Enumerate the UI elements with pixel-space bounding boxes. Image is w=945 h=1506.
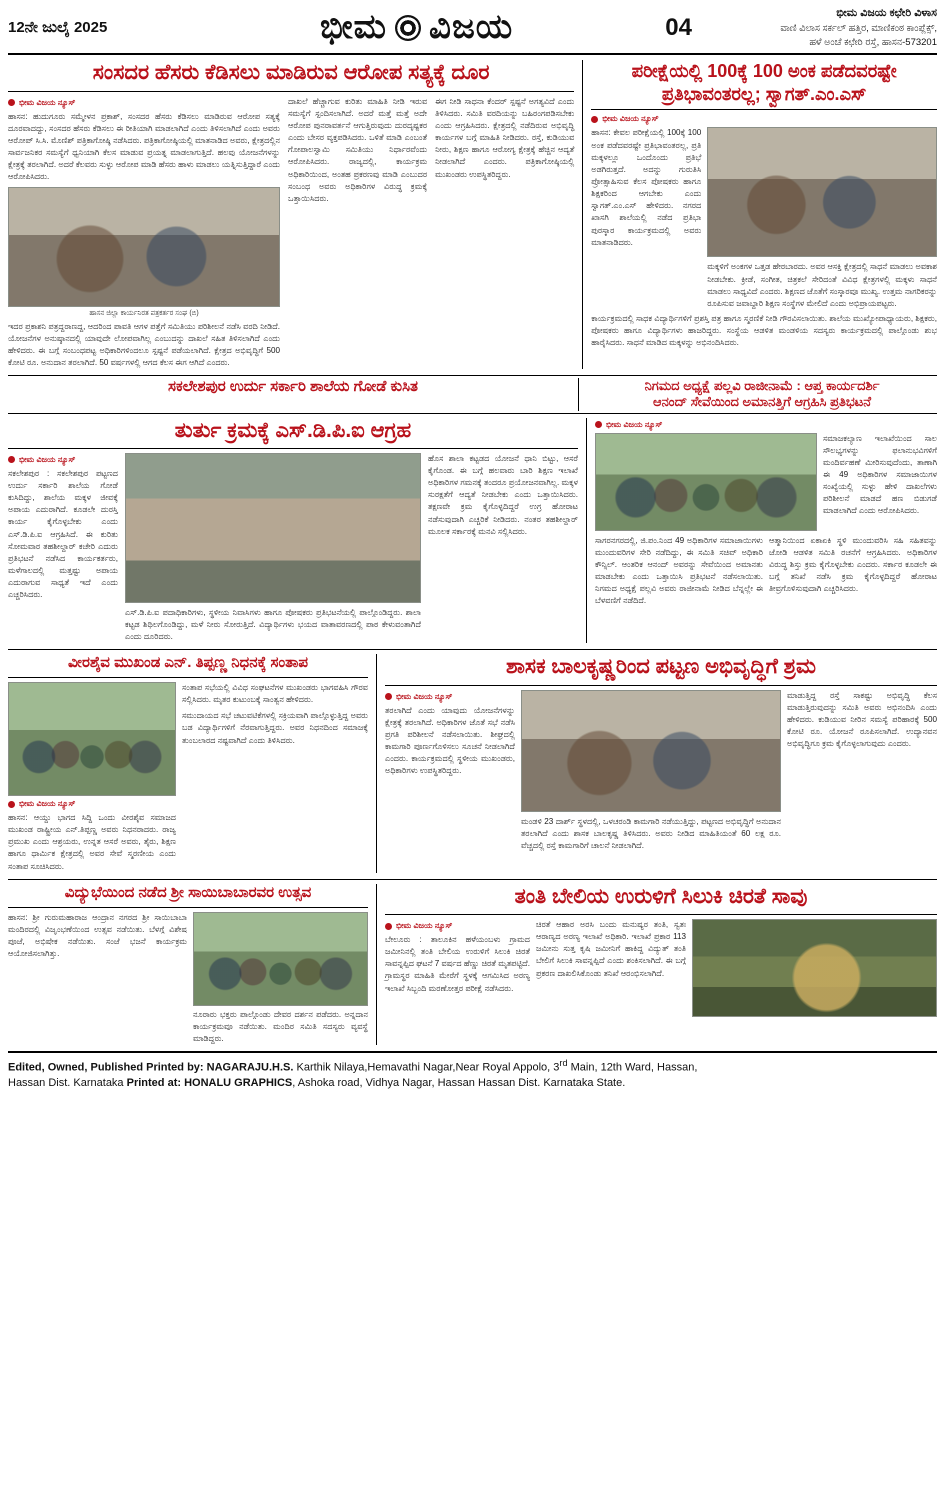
article-leopard-headline: ತಂತಿ ಬೇಲಿಯ ಉರುಳಿಗೆ ಸಿಲುಕಿ ಚಿರತೆ ಸಾವು: [514, 884, 808, 908]
byline: [8, 98, 280, 108]
article-school-wall-col1: ಸಕಲೇಶಪುರ : ಸಕಲೇಶಪುರ ಪಟ್ಟಣದ ಉರ್ದು ಸರ್ಕಾರಿ ಶಾಲೆಯ ಗೋಡೆ ಕುಸಿದಿದ್ದು, ಶಾಲೆಯ ಮಕ್ಕಳ ಜೀವಕ್ಕೆ ಅಪಾಯ ಎದುರಾಗಿದೆ. ಕೂಡಲೇ ದುರಸ್ತಿ ಕಾರ್ಯ ಕೈಗೊಳ್ಳಬೇಕು ಎಂದು ಎಸ್.ಡಿ.ಪಿ.ಐ ಆಗ್ರಹಿಸಿದೆ. ಈ ಕುರಿತು ಸೋಮವಾರ ತಹಶೀಲ್ದಾರ್ ಕಚೇರಿ ಎದುರು ಪ್ರತಿಭಟನೆ ನಡೆಸಿದ ಕಾರ್ಯಕರ್ತರು, ಮಳೆಗಾಲದಲ್ಲಿ ಮತ್ತಷ್ಟು ಅಪಾಯ ಎದುರಾಗುವ ಸಾಧ್ಯತೆ ಇದೆ ಎಂದು ಎಚ್ಚರಿಸಿದರು.: [8, 468, 118, 600]
footer-address-1: Karthik Nilaya,Hemavathi Nagar,Near Royal Appolo, 3: [293, 1061, 560, 1074]
office-address: [702, 6, 937, 49]
article-condolence-col1: ಹಾಸನ: ಆಯ್ದು ಭಾಗದ ಸಿದ್ದಿ ಒಂದು ವೀರಶೈವ ಸಮಾಜದ ಮುಖಂಡ ರಾಷ್ಟ್ರೀಯ ಎನ್.ತಿಪ್ಪಣ್ಣ ಅವರು ನಿಧನರಾದರು. ರಾಜ್ಯ ಪ್ರಮುಖ ಎಂದು ಆಶ್ರಯರು, ಉನ್ನತ ಆಸರೆ ಅವರು, ತೈರು, ಶಿಕ್ಷಣ ಹಾಗೂ ಧಾರ್ಮಿಕ ಕ್ಷೇತ್ರದಲ್ಲಿ ಅವರ ಸೇವೆ ಸ್ಮರಣೀಯ ಎಂದು ಸಂತಾಪ ಸೂಚಿಸಿದರು.: [8, 813, 176, 871]
byline-text: ಭೀಮ ವಿಜಯ ನ್ಯೂಸ್: [396, 691, 453, 701]
article-leopard-col2: ಚಿರತೆ ಆಹಾರ ಅರಸಿ ಬಂದು ಮನುಷ್ಯರ ತಂತಿ, ಸ್ವತಃ ಆರಾಣ್ಯದ ಅರಣ್ಯ ಇಲಾಖೆ ಅಧಿಕಾರಿ. ಇಲಾಖೆ ಪ್ರಕಾರ 113 ಜಮೀನು ಸುತ್ತ ಕೃಷಿ ಜಮೀನಿಗೆ ಹಾಕಿದ್ದ ವಿದ್ಯುತ್ ತಂತಿ ಬೇಲಿಗೆ ಸಿಲುಕಿ ಸಾವನ್ನಪ್ಪಿದೆ ಎಂದು ಶಂಕಿಸಲಾಗಿದೆ. ಈ ಬಗ್ಗೆ ಪ್ರಕರಣ ದಾಖಲಿಸಿಕೊಂಡು ತನಿಖೆ ಆರಂಭಿಸಲಾಗಿದೆ.: [536, 920, 686, 978]
article-school-wall-col2: ಹೊಸ ಶಾಲಾ ಕಟ್ಟಡದ ಯೋಜನೆ ಧಾನಿ ಬಿಟ್ಟು, ಆಸರೆ ಕೈಗೊಂಡ. ಈ ಬಗ್ಗೆ ಹಲವಾರು ಬಾರಿ ಶಿಕ್ಷಣ ಇಲಾಖೆ ಅಧಿಕಾರಿಗಳ ಗಮನಕ್ಕೆ ತಂದರೂ ಪ್ರಯೋಜನವಾಗಿಲ್ಲ. ಮಕ್ಕಳ ಸುರಕ್ಷತೆಗೆ ಆದ್ಯತೆ ನೀಡಬೇಕು ಎಂದು ಒತ್ತಾಯಿಸಿದರು. ತಕ್ಷಣವೇ ಕ್ರಮ ಕೈಗೊಳ್ಳದಿದ್ದರೆ ಉಗ್ರ ಹೋರಾಟ ನಡೆಸುವುದಾಗಿ ಎಚ್ಚರಿಕೆ ನೀಡಿದರು. ನಂತರ ತಹಶೀಲ್ದಾರ್ ಮೂಲಕ ಸರ್ಕಾರಕ್ಕೆ ಮನವಿ ಸಲ್ಲಿಸಿದರು.: [428, 453, 578, 536]
footer-publisher-name: NAGARAJU.H.S.: [206, 1061, 294, 1074]
office-address-line2: ವಾಣಿ ವಿಲಾಸ ಸರ್ಕಲ್ ಹತ್ತಿರ, ಮಾಣಿಕಂಠ ಕಾಂಪ್ಲೆಕ್ಸ್,: [780, 22, 937, 34]
school-wall-kicker: ಸಕಲೇಶಪುರ ಉರ್ದು ಸರ್ಕಾರಿ ಶಾಲೆಯ ಗೋಡೆ ಕುಸಿತ: [168, 378, 418, 396]
article-school-wall-headline: ತುರ್ತು ಕ್ರಮಕ್ಕೆ ಎಸ್.ಡಿ.ಪಿ.ಐ ಆಗ್ರಹ: [174, 418, 412, 442]
footer-ordinal: rd: [559, 1057, 568, 1068]
dead-leopard-photo: [692, 919, 937, 1017]
press-meet-photo: [8, 187, 280, 307]
article-sai-headline: ವಿದ್ಯುಭೆಯಿಂದ ನಡೆದ ಶ್ರೀ ಸಾಯಿಬಾಬಾರವರ ಉತ್ಸವ: [64, 883, 312, 901]
top-section: [8, 60, 937, 369]
byline: [8, 799, 176, 809]
resign-kicker-2: ಆನಂದ್ ಸೇವೆಯಿಂದ ಅಮಾನತ್ತಿಗೆ ಆಗ್ರಹಿಸಿ ಪ್ರತಿಭಟನೆ: [653, 394, 871, 410]
article-leopard-col1: ಬೇಲೂರು : ತಾಲೂಕಿನ ಹಳೆಯಂಬಳು ಗ್ರಾಮದ ಜಮೀನಿನಲ್ಲಿ ತಂತಿ ಬೇಲಿಯ ಉರುಳಿಗೆ ಸಿಲುಕಿ ಚಿರತೆ ಸಾವನ್ನಪ್ಪಿದ ಘಟನೆ 7 ವರ್ಷದ ಹೆಣ್ಣು ಚಿರತೆ ಮೃತಪಟ್ಟಿದೆ. ಗ್ರಾಮಸ್ಥರ ಮಾಹಿತಿ ಮೇರೆಗೆ ಸ್ಥಳಕ್ಕೆ ಆಗಮಿಸಿದ ಅರಣ್ಯ ಇಲಾಖೆ ಸಿಬ್ಬಂದಿ ಮರಣೋತ್ತರ ಪರೀಕ್ಷೆ ನಡೆಸಿದರು.: [385, 935, 530, 993]
protest-group-photo: [595, 433, 817, 531]
article-condolence: [8, 654, 368, 872]
byline: [595, 420, 937, 430]
byline-text: ಭೀಮ ವಿಜಯ ನ್ಯೂಸ್: [19, 799, 76, 809]
article-resign: [586, 418, 937, 644]
article-sai: [8, 884, 368, 1045]
byline: [385, 692, 515, 702]
footer-printer: Printed at: HONALU GRAPHICS: [126, 1076, 293, 1089]
article-mp-name-col4: ಈಗ ನೀಡಿ ಸಾಧನಾ ಕೆಂದರ್ ಸ್ಪಷ್ಟನೆ ಅಗತ್ಯವಿದೆ ಎಂದು ತಿಳಿಸಿದರು. ಸಮಿತಿ ವರದಿಯನ್ನು ಬಹಿರಂಗಪಡಿಸಬೇಕು ಎಂದು ಆಗ್ರಹಿಸಿದರು. ಕ್ಷೇತ್ರದಲ್ಲಿ ನಡೆದಿರುವ ಅಭಿವೃದ್ಧಿ ಕಾರ್ಯಗಳ ಬಗ್ಗೆ ಮಾಹಿತಿ ನೀಡಿದರು. ರಸ್ತೆ, ಕುಡಿಯುವ ನೀರು, ಶಿಕ್ಷಣ ಹಾಗೂ ಆರೋಗ್ಯ ಕ್ಷೇತ್ರಕ್ಕೆ ಹೆಚ್ಚಿನ ಆದ್ಯತೆ ನೀಡಲಾಗಿದೆ ಎಂದರು. ಪತ್ರಿಕಾಗೋಷ್ಠಿಯಲ್ಲಿ ಮುಖಂಡರು ಉಪಸ್ಥಿತರಿದ್ದರು.: [435, 96, 575, 179]
byline-text: ಭೀಮ ವಿಜಯ ನ್ಯೂಸ್: [19, 454, 76, 464]
byline: [385, 921, 530, 931]
article-school-wall-col3: ಎಸ್.ಡಿ.ಪಿ.ಐ ಪದಾಧಿಕಾರಿಗಳು, ಸ್ಥಳೀಯ ನಿವಾಸಿಗಳು ಹಾಗೂ ಪೋಷಕರು ಪ್ರತಿಭಟನೆಯಲ್ಲಿ ಪಾಲ್ಗೊಂಡಿದ್ದರು. ಶಾಲಾ ಕಟ್ಟಡ ಶಿಥಿಲಗೊಂಡಿದ್ದು, ಮಳೆ ನೀರು ಸೋರುತ್ತಿದೆ. ವಿದ್ಯಾರ್ಥಿಗಳು ಭಯದ ವಾತಾವರಣದಲ್ಲಿ ಪಾಠ ಕೇಳುವಂತಾಗಿದೆ ಎಂದು ದೂರಿದರು.: [125, 607, 421, 642]
article-mla-col2: ಮಾಡುತ್ತಿದ್ದ ರಸ್ತೆ ಸಾಕಷ್ಟು ಅಭಿವೃದ್ಧಿ ಕೆಲಸ ಮಾಡುತ್ತಿರುವುದನ್ನು ಸಮಿತಿ ಅವರು ಅಭಿನಂದಿಸಿ ಎಂದು ಹೇಳಿದರು. ಕುಡಿಯುವ ನೀರಿನ ಸಮಸ್ಯೆ ಪರಿಹಾರಕ್ಕೆ 500 ಕೋಟಿ ರೂ. ಯೋಜನೆ ರೂಪಿಸಲಾಗಿದೆ. ಉದ್ಯಾನವನ ಅಭಿವೃದ್ಧಿಗೂ ಕ್ರಮ ಕೈಗೊಳ್ಳಲಾಗುವುದು ಎಂದರು.: [787, 690, 937, 749]
title-right: ವಿಜಯ: [429, 8, 514, 47]
article-exam-col3: ಕಾರ್ಯಕ್ರಮದಲ್ಲಿ ಸಾಧಕ ವಿದ್ಯಾರ್ಥಿಗಳಿಗೆ ಪ್ರಶಸ್ತಿ ಪತ್ರ ಹಾಗೂ ಸ್ಮರಣಿಕೆ ನೀಡಿ ಗೌರವಿಸಲಾಯಿತು. ಶಾಲೆಯ ಮುಖ್ಯೋಪಾಧ್ಯಾಯರು, ಶಿಕ್ಷಕರು, ಪೋಷಕರು ಹಾಗೂ ವಿದ್ಯಾರ್ಥಿಗಳು ಹಾಜರಿದ್ದರು. ಸಂಸ್ಥೆಯ ಆಡಳಿತ ಮಂಡಳಿಯ ಸದಸ್ಯರು ಕಾರ್ಯಕ್ರಮದಲ್ಲಿ ಪಾಲ್ಗೊಂಡು ಶುಭ ಹಾರೈಸಿದರು. ಸಾಧನೆ ಮಾಡಿದ ಮಕ್ಕಳನ್ನು ಅಭಿನಂದಿಸಿದರು.: [591, 314, 937, 348]
bullet-icon: [8, 801, 15, 808]
collapsed-wall-photo: [125, 453, 421, 603]
footer-printer-address: , Ashoka road, Vidhya Nagar, Hassan Hassan Dist. Karnataka State.: [292, 1076, 626, 1089]
article-exam-col1: ಹಾಸನ: ಕೇವಲ ಪರೀಕ್ಷೆಯಲ್ಲಿ 100ಕ್ಕೆ 100 ಅಂಕ ಪಡೆದವರಷ್ಟೇ ಪ್ರತಿಭಾವಂತರಲ್ಲ, ಪ್ರತಿ ಮಕ್ಕಳಲ್ಲೂ ಒಂದೊಂದು ಪ್ರತಿಭೆ ಅಡಗಿರುತ್ತದೆ. ಅದನ್ನು ಗುರುತಿಸಿ ಪ್ರೋತ್ಸಾಹಿಸುವ ಕೆಲಸ ಪೋಷಕರು ಹಾಗೂ ಶಿಕ್ಷಕರಿಂದ ಆಗಬೇಕು ಎಂದು ಸ್ವಾಗತ್.ಎಂ.ಎಸ್ ಹೇಳಿದರು. ನಗರದ ಖಾಸಗಿ ಶಾಲೆಯಲ್ಲಿ ನಡೆದ ಪ್ರತಿಭಾ ಪುರಸ್ಕಾರ ಕಾರ್ಯಕ್ರಮದಲ್ಲಿ ಅವರು ಮಾತನಾಡಿದರು.: [591, 128, 702, 247]
article-exam-headline-1: ಪರೀಕ್ಷೆಯಲ್ಲಿ 100ಕ್ಕೆ 100 ಅಂಕ ಪಡೆದವರಷ್ಟೇ: [631, 61, 897, 82]
bullet-icon: [385, 693, 392, 700]
article-mla: [376, 654, 937, 872]
office-address-line3: ಹಳೆ ಅಂಚೆ ಕಛೇರಿ ರಸ್ತೆ, ಹಾಸನ-573201: [809, 36, 937, 48]
bullet-icon: [595, 421, 602, 428]
section-three: [8, 649, 937, 872]
article-condolence-headline: ವೀರಶೈವ ಮುಖಂಡ ಎನ್. ತಿಪ್ಪಣ್ಣ ನಿಧನಕ್ಕೆ ಸಂತಾಪ: [67, 654, 309, 672]
article-condolence-col3: ಸಂತಾಪ ಸಭೆಯಲ್ಲಿ ವಿವಿಧ ಸಂಘಟನೆಗಳ ಮುಖಂಡರು ಭಾಗವಹಿಸಿ ಗೌರವ ಸಲ್ಲಿಸಿದರು. ಮೃತರ ಕುಟುಂಬಕ್ಕೆ ಸಾಂತ್ವನ ಹೇಳಿದರು.: [182, 683, 368, 705]
byline: [591, 114, 937, 124]
article-mp-name: [8, 60, 574, 369]
byline-text: ಭೀಮ ವಿಜಯ ನ್ಯೂಸ್: [602, 114, 659, 124]
bullet-icon: [8, 456, 15, 463]
article-exam-col2: ಮಕ್ಕಳಿಗೆ ಅಂಕಗಳ ಒತ್ತಡ ಹೇರಬಾರದು. ಅವರ ಆಸಕ್ತಿ ಕ್ಷೇತ್ರದಲ್ಲಿ ಸಾಧನೆ ಮಾಡಲು ಅವಕಾಶ ನೀಡಬೇಕು. ಕ್ರೀಡೆ, ಸಂಗೀತ, ಚಿತ್ರಕಲೆ ಸೇರಿದಂತೆ ವಿವಿಧ ಕ್ಷೇತ್ರಗಳಲ್ಲಿ ಮಕ್ಕಳು ಸಾಧನೆ ಮಾಡಲು ಸಾಧ್ಯವಿದೆ ಎಂದರು. ಶಿಕ್ಷಣದ ಜೊತೆಗೆ ಸಂಸ್ಕಾರವೂ ಮುಖ್ಯ. ಉತ್ತಮ ನಾಗರಿಕರನ್ನು ರೂಪಿಸುವ ಜವಾಬ್ದಾರಿ ಶಿಕ್ಷಣ ಸಂಸ್ಥೆಗಳ ಮೇಲಿದೆ ಎಂದು ಅಭಿಪ್ರಾಯಪಟ್ಟರು.: [707, 262, 937, 308]
article-sai-col2: ನೂರಾರು ಭಕ್ತರು ಪಾಲ್ಗೊಂಡು ದೇವರ ದರ್ಶನ ಪಡೆದರು. ಅನ್ನದಾನ ಕಾರ್ಯಕ್ರಮವೂ ನಡೆಯಿತು. ಮಂದಿರ ಸಮಿತಿ ಸದಸ್ಯರು ವ್ಯವಸ್ಥೆ ಮಾಡಿದ್ದರು.: [193, 1009, 368, 1043]
article-exam-headline-2: ಪ್ರತಿಭಾವಂತರಲ್ಲ; ಸ್ವಾಗತ್.ಎಂ.ಎಸ್: [661, 83, 867, 104]
bullet-icon: [8, 99, 15, 106]
issue-date: 12ನೇ ಜುಲೈ 2025: [8, 19, 108, 37]
resign-kicker-1: ನಿಗಮದ ಅಧ್ಯಕ್ಷೆ ಪಲ್ಲವಿ ರಾಜೀನಾಮೆ : ಆಪ್ತ ಕಾರ್ಯದರ್ಶಿ: [644, 378, 880, 394]
press-meet-photo-caption: ಹಾಸನ ಜಿಲ್ಲಾ ಕಾರ್ಯನಿರತ ಪತ್ರಕರ್ತರ ಸಂಘ (ಬಿ): [89, 309, 199, 317]
article-leopard: [376, 884, 937, 1045]
mla-handover-photo: [521, 690, 781, 812]
byline-text: ಭೀಮ ವಿಜಯ ನ್ಯೂಸ್: [19, 97, 76, 107]
footer-district: Hassan Dist. Karnataka: [8, 1076, 127, 1089]
byline-text: ಭೀಮ ವಿಜಯ ನ್ಯೂಸ್: [606, 419, 663, 429]
article-resign-col1: ಸಾಗರನಗರದಲ್ಲಿ, ಜಿ.ಪಂ.ನಿಂದ 49 ಅಧಿಕಾರಿಗಳ ಸಮಾಜಾಯಿಗಳು ಮುಂದುವರಿಗಳ ಸೇರಿ ನಡೆದಿದ್ದು, ಈ ಸಮಿತಿ ಸಚಿವ್ ಅಧಿಕಾರಿ ಕೌನ್ಸಿಲ್. ಆಂತರಿಕ ಆನಂದ್ ಅವರನ್ನು ಸೇವೆಯಿಂದ ಅಮಾನತು ಮಾಡಬೇಕು ಎಂದು ಒತ್ತಾಯಿಸಿ ಪ್ರತಿಭಟನೆ ನಡೆಸಲಾಯಿತು. ನಿಗಮದ ಅಧ್ಯಕ್ಷೆ ಪಲ್ಲವಿ ಅವರು ರಾಜೀನಾಮೆ ನೀಡಿದ ಬೆನ್ನಲ್ಲೇ ಈ ಬೆಳವಣಿಗೆ ನಡೆದಿದೆ.: [595, 535, 763, 606]
footer-imprint: [8, 1051, 937, 1091]
article-mp-name-headline: ಸಂಸದರ ಹೆಸರು ಕೆಡಿಸಲು ಮಾಡಿರುವ ಆರೋಪ ಸತ್ಯಕ್ಕೆ ದೂರ: [92, 61, 490, 85]
bullet-icon: [591, 116, 598, 123]
footer-edited-by: Edited, Owned, Published Printed by:: [8, 1061, 207, 1074]
condolence-photo: [8, 682, 176, 796]
sai-festival-photo: [193, 912, 368, 1006]
article-resign-col3: ಸಮಾಜಕಲ್ಯಾಣ ಇಲಾಖೆಯಿಂದ ಸಾಲ ಸೌಲಭ್ಯಗಳನ್ನು ಫಲಾನುಭವಿಗಳಿಗೆ ಮಂದಿರ್ವಹಣೆ ಮೀರಿಸುವುದೆಂದು, ತಾಣಾಗಿ ಈ 49 ಅಧಿಕಾರಿಗಳ ಸಮಾಜಾಯಿಗಳ ಸಂಖ್ಯೆಯಲ್ಲಿ ಸುಳ್ಳು ಹೇಳಿ ದಾಖಲೆಗಳು ಪರಿಶೀಲನೆ ಮಾಡದೆ ಹಣ ಬಿಡುಗಡೆ ಮಾಡಲಾಗಿದೆ ಎಂದು ಆರೋಪಿಸಿದರು.: [823, 433, 937, 516]
article-resign-col2: ಆತ್ಮಾನಿಯಿಂದ ಏಕಾಏಕಿ ಸ್ಥಳಿ ಮುಂದುವರಿಸಿ ಸಹಿ ಸಹಿತವನ್ನು ಜೋಡಿ ಆಡಳಿತ ಸಮಿತಿ ರಚನೆಗೆ ಆಗ್ರಹಿಸಿದರು. ಅಧಿಕಾರಿಗಳ ವಿರುದ್ಧ ಶಿಸ್ತು ಕ್ರಮ ಕೈಗೊಳ್ಳಬೇಕು ಎಂದರು. ಸರ್ಕಾರ ಕೂಡಲೇ ಈ ಬಗ್ಗೆ ತನಿಖೆ ನಡೆಸಿ ಕ್ರಮ ಕೈಗೊಳ್ಳದಿದ್ದರೆ ಹೋರಾಟ ತೀವ್ರಗೊಳಿಸುವುದಾಗಿ ಎಚ್ಚರಿಸಿದರು.: [769, 535, 937, 594]
byline-text: ಭೀಮ ವಿಜಯ ನ್ಯೂಸ್: [396, 921, 453, 930]
newspaper-title: [178, 8, 655, 47]
title-left: ಭೀಮ: [320, 8, 388, 47]
article-school-wall: [8, 418, 578, 644]
article-mp-name-col3: ದಾಖಲೆ ಹೆಚ್ಚಾಗುವ ಕುರಿತು ಮಾಹಿತಿ ನೀಡಿ ಇರುವ ಸಮಸ್ಯೆಗೆ ಸ್ಪಂದಿಸಲಾಗಿದೆ. ಅದರೆ ಮತ್ತೆ ಮತ್ತೆ ಅದೇ ಆರೋಪ ಪುನರಾವರ್ತನೆ ಆಗುತ್ತಿರುವುದು ದುರದೃಷ್ಟಕರ ಎಂದು ಬೇಸರ ವ್ಯಕ್ತಪಡಿಸಿದರು. ಒಳಿತೆ ಮಾಡಿ ಎಂಬಂತೆ ಗೋಪಾಲಸ್ವಾಮಿ ಸಮಿತಿಯು ನಿರ್ಧಾರವೆಂದು ಆರೋಪಿಸಿದರು. ರಾಜ್ಯದಲ್ಲಿ, ಕಾರ್ಯಕ್ರಮ ಅಧಿಕಾರಿಯಿಂದ, ಅಂತಹ ಪ್ರಕರಣವು ಮಾಡಿ ಎಂಬುದರ ಸಂಬಂಧ ಅವರು ಅಧಿಕಾರಿಗಳ ವಿರುದ್ಧ ಕ್ರಮಕ್ಕೆ ಒತ್ತಾಯಿಸಿದರು.: [288, 96, 428, 203]
page-number: 04: [665, 13, 692, 41]
article-mp-name-col2: ಇದರ ಪ್ರಕಾಶನಿ ಪತ್ರದ್ದರಾಣದ್ದ, ಆದರಿಂದ ಪಾವತಿ ಆಗಳ ಪತ್ತೆಗೆ ಸಮಿತಿಯು ಪರಿಶೀಲನೆ ನಡೆಸಿ ವರದಿ ನೀಡಿದೆ. ಯೋಜನೆಗಳ ಅನುಷ್ಠಾನದಲ್ಲಿ ಯಾವುದೇ ಲೋಪವಾಗಿಲ್ಲ ಎಂಬುದನ್ನು ದಾಖಲೆ ಸಹಿತ ತಿಳಿಸಲಾಗಿದೆ ಎಂದು ಹೇಳಿದರು. ಈ ಬಗ್ಗೆ ಸಂಬಂಧಪಟ್ಟ ಅಧಿಕಾರಿಗಳಿಂದಲೂ ಸ್ಪಷ್ಟನೆ ಪಡೆಯಲಾಗಿದೆ. ಕ್ಷೇತ್ರದ ಅಭಿವೃದ್ಧಿಗೆ 500 ಕೋಟಿ ರೂ. ಅನುದಾನ ತರಲಾಗಿದೆ. 50 ವರ್ಷಗಳಲ್ಲಿ ಆಗದ ಕೆಲಸ ಈಗ ಆಗಿದೆ ಎಂದರು.: [8, 321, 280, 367]
award-ceremony-photo: [707, 127, 937, 257]
article-mp-name-col1: ಹಾಸನ: ಹುದುಗೂರು ಸಮ್ಮೇಳನ ಪ್ರಕಾಶ್, ಸಂಸದರ ಹೆಸರು ಕೆಡಿಸಲು ಮಾಡಿರುವ ಆರೋಪ ಸತ್ಯಕ್ಕೆ ದೂರವಾದದ್ದು, ಸಂಸದರ ಹೆಸರು ಕೆಡಿಸಲು ಈ ರೀತಿಯಾಗಿ ಮಾಡಲಾಗಿದೆ ಎಂದು ತಿಳಿಸಲಾಗಿದೆ ಎಂದು ಅವರು ಆರೋಪ್ ಸಿ.ಸಿ. ಮೊಣಿಶ್ ಪತ್ರಿಕಾಗೋಷ್ಠಿ ನಡೆಸಿದರು. ಪತ್ರಿಕಾಗೋಷ್ಠಿಯಲ್ಲಿ ಮಾತನಾಡಿದ ಅವರು, ಕ್ಷೇತ್ರದಲ್ಲಿನ ಸಾರ್ವಜನಿಕರ ಸಮಸ್ಯೆಗೆ ಧ್ವನಿಯಾಗಿ ಕೆಲಸ ಮಾಡುವ ಪ್ರಯತ್ನ ಮಾಡಲಾಗುತ್ತಿದೆ. ಹಲವು ಯೋಜನೆಗಳನ್ನು ಕ್ಷೇತ್ರಕ್ಕೆ ತರಲಾಗಿದೆ. ಅದರೆ ಕೆಲವರು ಸುಳ್ಳು ಆರೋಪ ಮಾಡಿ ಹೆಸರು ಹಾಳು ಮಾಡಲು ಯತ್ನಿಸುತ್ತಿದ್ದಾರೆ ಎಂದು ಆರೋಪಿಸಿದರು.: [8, 111, 280, 182]
footer-address-2: Main, 12th Ward, Hassan,: [567, 1061, 698, 1074]
sun-logo-icon: [395, 15, 421, 41]
bullet-icon: [385, 923, 392, 930]
article-exam: [582, 60, 937, 369]
article-condolence-col2: ಸಮುದಾಯದ ಸಭೆ ಚಟುವಟಿಕೆಗಳಲ್ಲಿ ಸಕ್ರಿಯವಾಗಿ ಪಾಲ್ಗೊಳ್ಳುತ್ತಿದ್ದ ಅವರು ಬಡ ವಿದ್ಯಾರ್ಥಿಗಳಿಗೆ ನೆರವಾಗುತ್ತಿದ್ದರು. ಅವರ ನಿಧನದಿಂದ ಸಮಾಜಕ್ಕೆ ತುಂಬಲಾರದ ನಷ್ಟವಾಗಿದೆ ಎಂದು ತಿಳಿಸಿದರು.: [182, 711, 368, 745]
article-mla-headline: ಶಾಸಕ ಬಾಲಕೃಷ್ಣರಿಂದ ಪಟ್ಟಣ ಅಭಿವೃದ್ಧಿಗೆ ಶ್ರಮ: [506, 655, 816, 679]
masthead: [8, 6, 937, 55]
article-sai-col1: ಹಾಸನ: ಶ್ರೀ ಗುರುಮಹಾರಾಜ ಆಂದ್ರಾನ ನಗರದ ಶ್ರೀ ಸಾಯಿಬಾಬಾ ಮಂದಿರದಲ್ಲಿ ವಿಜೃಂಭಣೆಯಿಂದ ಉತ್ಸವ ನಡೆಯಿತು. ಬೆಳಗ್ಗೆ ವಿಶೇಷ ಪೂಜೆ, ಅಭಿಷೇಕ ನಡೆಯಿತು. ಸಂಜೆ ಭಜನೆ ಕಾರ್ಯಕ್ರಮ ಆಯೋಜಿಸಲಾಗಿತ್ತು.: [8, 912, 187, 958]
article-mla-col3: ತರಲಾಗಿದೆ ಎಂದು ಯಾವುದು ಯೋಜನೆಗಳನ್ನು ಕ್ಷೇತ್ರಕ್ಕೆ ತರಲಾಗಿದೆ. ಅಧಿಕಾರಿಗಳ ಜೊತೆ ಸಭೆ ನಡೆಸಿ ಪ್ರಗತಿ ಪರಿಶೀಲನೆ ನಡೆಸಲಾಯಿತು. ಶೀಘ್ರದಲ್ಲಿ ಕಾಮಗಾರಿ ಪೂರ್ಣಗೊಳಿಸಲು ಸೂಚನೆ ನೀಡಲಾಗಿದೆ ಎಂದರು. ಕಾರ್ಯಕ್ರಮದಲ್ಲಿ ಸ್ಥಳೀಯ ಮುಖಂಡರು, ಅಧಿಕಾರಿಗಳು ಉಪಸ್ಥಿತರಿದ್ದರು.: [385, 705, 515, 776]
byline: [8, 455, 118, 465]
section-four: [8, 879, 937, 1045]
section-two: [8, 375, 937, 643]
office-address-line1: ಭೀಮ ವಿಜಯ ಕಛೇರಿ ವಿಳಾಸ: [836, 7, 937, 19]
article-mla-col1: ಮಂಡಳಿ 23 ದಾರ್ಶ್ ಸ್ಥಳದಲ್ಲಿ, ಒಳಚರಂಡಿ ಕಾಮಗಾರಿ ನಡೆಯುತ್ತಿದ್ದು, ಪಟ್ಟಣದ ಅಭಿವೃದ್ಧಿಗೆ ಅನುದಾನ ತರಲಾಗಿದೆ ಎಂದು ಶಾಸಕ ಬಾಲಕೃಷ್ಣ ತಿಳಿಸಿದರು. ಅವರು ನೀಡಿದ ಮಾಹಿತಿಯಂತೆ 60 ಲಕ್ಷ ರೂ. ವೆಚ್ಚದಲ್ಲಿ ರಸ್ತೆ ಕಾಮಗಾರಿಗೆ ಚಾಲನೆ ನೀಡಲಾಗಿದೆ.: [521, 816, 781, 850]
